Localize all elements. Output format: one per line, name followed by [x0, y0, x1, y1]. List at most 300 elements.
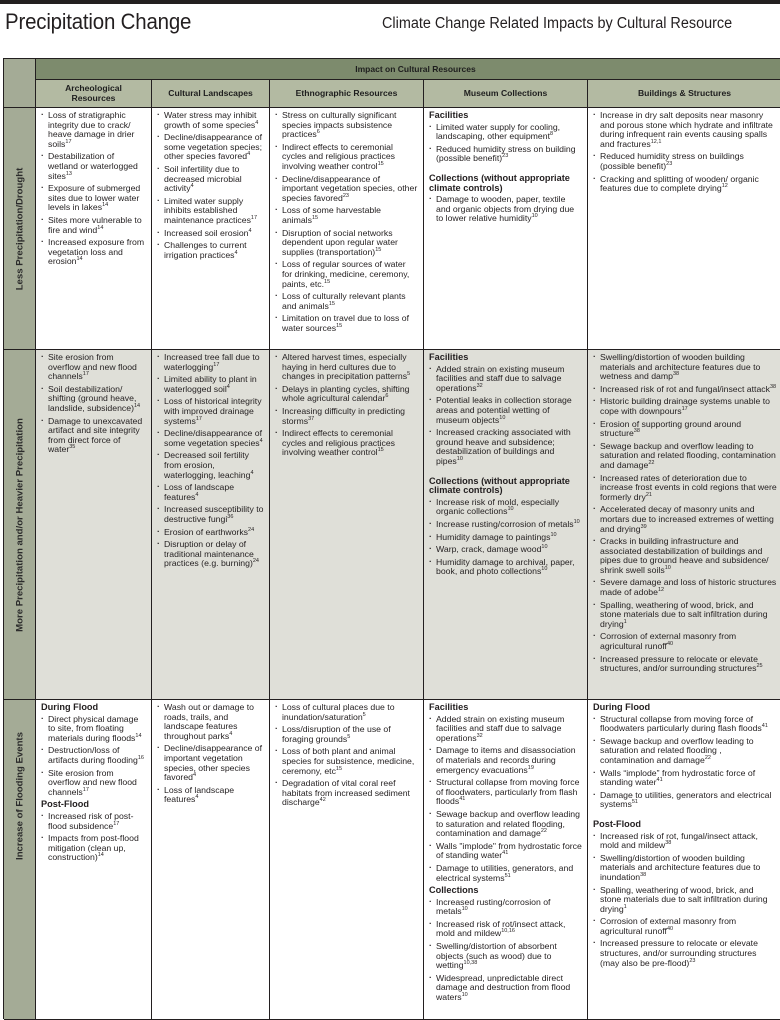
citation-ref: 10 [461, 906, 468, 913]
list-item-text: Reduced humidity stress on buildings (possible benefit) [600, 151, 744, 171]
list-item [429, 520, 582, 530]
section-heading-facilities: Facilities [429, 110, 469, 120]
list-item [157, 133, 264, 162]
citation-ref: 12,1 [650, 138, 662, 145]
list-item-text: Cracks in building infrastructure and associated destabilization of buildings and pipes due to ground heave and subsidence/ shrink swell soils [600, 536, 769, 575]
list-item [41, 385, 146, 414]
cell-drought-archeological [36, 108, 152, 350]
bullet-list [41, 812, 146, 863]
citation-ref: 4 [248, 227, 252, 234]
citation-ref: 17 [82, 786, 89, 793]
citation-ref: 6 [316, 129, 320, 136]
list-item [593, 715, 777, 734]
list-item-text: Loss of culturally relevant plants and animals [282, 291, 406, 311]
list-item-text: Erosion of earthworks [164, 526, 249, 537]
bullet-list [275, 703, 418, 808]
citation-ref: 15 [328, 300, 335, 307]
row-label-text: Increase of Flooding Events [14, 731, 25, 860]
list-item-text: Damage to unexcavated artifact and site integrity from direct force of water [48, 415, 143, 455]
bullet-list [429, 195, 582, 224]
citation-ref: 24 [252, 558, 259, 565]
citation-ref: 10 [531, 213, 538, 220]
list-item [41, 417, 146, 455]
list-item-text: Erosion of supporting ground around structure [600, 418, 742, 439]
list-item-text: Swelling/distortion of wooden building materials and architecture features due to wetness and damp [600, 352, 761, 382]
citation-ref: 4 [195, 794, 199, 801]
list-item-text: Increased risk of rot/insect attack, mold and mildew [436, 918, 566, 939]
list-item [593, 917, 777, 936]
section-heading-facilities: Facilities [429, 352, 469, 362]
bullet-list [429, 898, 582, 1003]
list-item [41, 184, 146, 213]
list-item [593, 769, 777, 788]
list-item [157, 451, 264, 480]
list-item-text: Historic building drainage systems unable to cope with downpours [600, 396, 770, 416]
list-item [593, 655, 777, 674]
list-item [275, 292, 418, 311]
list-item-text: Added strain on existing museum facilities and staff due to salvage operations [436, 713, 565, 743]
list-item-text: Limited ability to plant in waterlogged soil [164, 374, 257, 394]
group-header: Impact on Cultural Resources [36, 59, 780, 80]
list-item [157, 786, 264, 805]
list-item [41, 834, 146, 863]
citation-ref: 10 [456, 456, 463, 463]
column-header-archeological [36, 80, 152, 108]
list-item [41, 812, 146, 831]
citation-ref: 4 [190, 183, 194, 190]
column-header-label: Archeological Resources [65, 83, 122, 103]
section-heading-post-flood: Post-Flood [41, 799, 89, 810]
list-item-text: Corrosion of external masonry from agricultural runoff [600, 916, 737, 936]
citation-ref: 15 [377, 161, 384, 168]
list-item [593, 578, 777, 597]
list-item-text: Loss of landscape features [164, 482, 235, 502]
impacts-table [3, 58, 780, 1019]
list-item [429, 778, 582, 807]
list-item [41, 216, 146, 235]
list-item [41, 715, 146, 744]
list-item-text: Decline/disappearance of important vegetation species, other species favored [282, 173, 418, 203]
citation-ref: 17 [65, 138, 72, 145]
citation-ref: 17 [213, 361, 220, 368]
list-item [429, 746, 582, 775]
list-item-text: Increased soil erosion [164, 227, 249, 238]
corner-cell [4, 59, 36, 108]
citation-ref: 41 [459, 796, 466, 803]
citation-ref: 19 [527, 764, 534, 771]
citation-ref: 15 [324, 278, 331, 285]
citation-ref: 10 [541, 566, 548, 573]
list-item [275, 206, 418, 225]
list-item [157, 353, 264, 372]
citation-ref: 10 [461, 992, 468, 999]
list-item [429, 498, 582, 517]
citation-ref: 41 [761, 723, 768, 730]
list-item [429, 898, 582, 917]
list-item [41, 769, 146, 798]
list-item [275, 407, 418, 426]
citation-ref: 38 [633, 428, 640, 435]
list-item [275, 353, 418, 382]
list-item-text: Walls “implode” from hydrostatic force of standing water [600, 767, 756, 788]
citation-ref: 14 [97, 852, 104, 859]
citation-ref: 38 [640, 872, 647, 879]
list-item [429, 545, 582, 555]
list-item [593, 442, 777, 471]
list-item-text: Humidity damage to paintings [436, 531, 551, 542]
list-item [157, 483, 264, 502]
citation-ref: 10 [573, 519, 580, 526]
list-item [157, 429, 264, 448]
list-item [593, 385, 777, 395]
list-item [593, 854, 777, 883]
cell-more-buildings [588, 350, 780, 700]
row-label-text: Less Precipitation/Drought [14, 167, 25, 290]
citation-ref: 14 [76, 256, 83, 263]
list-item [157, 397, 264, 426]
list-item-text: Soil infertility due to decreased microbial activity [164, 163, 242, 194]
list-item-text: Walls "implode" from hydrostatic force of standing water [436, 840, 582, 861]
citation-ref: 40 [666, 641, 674, 648]
section-heading-facilities: Facilities [429, 702, 469, 712]
citation-ref: 4 [250, 469, 254, 476]
citation-ref: 10 [664, 564, 671, 571]
bullet-list [429, 715, 582, 884]
citation-ref: 51 [631, 799, 638, 806]
bullet-list [157, 703, 264, 805]
cell-flood-landscapes [152, 700, 270, 1020]
citation-ref: 12 [721, 183, 728, 190]
citation-ref: 1 [623, 903, 627, 910]
citation-ref: 4 [226, 383, 230, 390]
list-item-text: Damage to utilities, generators and electrical systems [600, 789, 772, 810]
list-item [593, 505, 777, 534]
list-item-text: Increasing difficulty in predicting storms [282, 405, 405, 426]
list-item-text: Loss/disruption of the use of foraging grounds [282, 724, 391, 744]
list-item [41, 111, 146, 149]
list-item-text: Decline/disappearance of some vegetation species [164, 428, 263, 448]
list-item-text: Direct physical damage to site, from floating materials during floods [48, 713, 139, 743]
column-header-museum: Museum Collections [424, 80, 588, 108]
list-item [275, 725, 418, 744]
citation-ref: 10 [507, 506, 514, 513]
citation-ref: 15 [336, 322, 343, 329]
page-subtitle: Climate Change Related Impacts by Cultural Resource [382, 15, 733, 32]
list-item [157, 375, 264, 394]
list-item-text: Increase in dry salt deposits near masonry and porous stone which hydrate and infiltrate during infrequent rain events causing spalls and fractures [600, 110, 773, 149]
section-heading-during-flood: During Flood [41, 702, 99, 712]
cell-drought-buildings [588, 108, 780, 350]
list-item-text: Increased risk of post-flood subsidence [48, 810, 134, 831]
column-header-ethnographic: Ethnographic Resources [270, 80, 424, 108]
list-item-text: Increased pressure to relocate or elevate structures, and/or surrounding structures [600, 653, 758, 674]
list-item [275, 260, 418, 289]
citation-ref: 41 [502, 850, 509, 857]
cell-more-archeological [36, 350, 152, 700]
citation-ref: 32 [476, 382, 483, 389]
list-item-text: Damage to wooden, paper, textile and organic objects from drying due to lower relative humidity [436, 194, 575, 224]
list-item-text: Swelling/distortion of wooden building materials and architecture features due to inundation [600, 852, 761, 882]
bullet-list [157, 353, 264, 569]
citation-ref: 4 [192, 772, 197, 779]
list-item-text: Loss of landscape features [164, 784, 235, 805]
section-heading-collections: Collections (without appropriate climate controls) [429, 172, 570, 193]
section-heading-post-flood: Post-Flood [593, 818, 641, 829]
list-item [157, 744, 264, 782]
list-item-text: Stress on culturally significant species impacts subsistence practices [282, 110, 397, 140]
citation-ref: 40 [666, 925, 674, 932]
list-item-text: Spalling, weathering of wood, brick, and stone materials due to salt infiltration during drying [600, 599, 768, 629]
list-item-text: Increased susceptibility to destructive fungi [164, 504, 264, 524]
list-item-text: Widespread, unpredictable direct damage and destruction from flood waters [436, 972, 571, 1003]
list-item-text: Site erosion from overflow and new flood channels [48, 767, 137, 797]
list-item [275, 143, 418, 172]
list-item-text: Delays in planting cycles, shifting whole agricultural calendar [282, 383, 410, 404]
list-item [593, 601, 777, 630]
bullet-list [41, 353, 146, 455]
list-item [275, 229, 418, 258]
list-item-text: Sewage backup and overflow leading to saturation and related flooding , contamination and damage [600, 735, 754, 765]
citation-ref: 17 [250, 215, 258, 222]
citation-ref: 14 [135, 732, 142, 739]
list-item-text: Loss of both plant and animal species for subsistence, medicine, ceremony, etc [282, 746, 415, 776]
list-item-text: Wash out or damage to roads, trails, and landscape features throughout parks [164, 702, 254, 741]
citation-ref: 10 [541, 544, 548, 551]
list-item-text: Destabilization of wetland or waterlogged sites [48, 151, 138, 181]
bullet-list [593, 353, 777, 674]
list-item [593, 175, 777, 194]
citation-ref: 4 [259, 437, 263, 444]
citation-ref: 1 [623, 618, 627, 625]
citation-ref: 8 [549, 131, 554, 138]
list-item [157, 540, 264, 569]
list-item-text: Severe damage and loss of historic structures made of adobe [600, 577, 777, 598]
list-item-text: Increased rates of deterioration due to increase frost events in cold regions that were formerly dry [600, 472, 777, 502]
list-item-text: Increase rusting/corrosion of metals [436, 518, 574, 529]
list-item-text: Disruption or delay of traditional maintenance practices (e.g. burning) [164, 539, 254, 569]
list-item [275, 385, 418, 404]
citation-ref: 51 [504, 872, 511, 879]
list-item [157, 528, 264, 538]
list-item-text: Increased risk of rot, fungal/insect attack, mold and mildew [600, 830, 758, 851]
bullet-list [41, 715, 146, 798]
list-item [429, 428, 582, 466]
citation-ref: 32 [476, 732, 483, 739]
list-item [429, 942, 582, 971]
list-item [275, 111, 418, 140]
list-item [429, 715, 582, 744]
list-item [593, 886, 777, 915]
list-item-text: Humidity damage to archival, paper, book, and photo collections [436, 556, 575, 577]
cell-drought-ethnographic [270, 108, 424, 350]
list-item [429, 842, 582, 861]
citation-ref: 17 [82, 371, 89, 378]
list-item [593, 111, 777, 149]
list-item-text: Structural collapse from moving force of floodwaters particularly during flash floods [600, 713, 762, 734]
list-item [157, 241, 264, 260]
cell-flood-museum [424, 700, 588, 1020]
list-item-text: Increased rusting/corrosion of metals [436, 896, 551, 917]
list-item [429, 974, 582, 1003]
citation-ref: 5 [347, 733, 351, 740]
list-item-text: Loss of regular sources of water for drinking, medicine, ceremony, paints, etc. [282, 259, 410, 289]
list-item [429, 396, 582, 425]
list-item-text: Decreased soil fertility from erosion, waterlogging, leaching [164, 450, 251, 480]
citation-ref: 41 [656, 777, 663, 784]
citation-ref: 10,38 [463, 960, 478, 967]
list-item [429, 810, 582, 839]
list-item-text: Decline/disappearance of some vegetation species; other species favored [164, 132, 263, 162]
bullet-list [275, 353, 418, 458]
list-item [593, 791, 777, 810]
row-label-text: More Precipitation and/or Heavier Precipitation [14, 417, 25, 632]
bullet-list [429, 123, 582, 164]
list-item [275, 314, 418, 333]
citation-ref: 23 [689, 957, 696, 964]
list-item [275, 703, 418, 722]
bullet-list [593, 111, 777, 194]
citation-ref: 23 [666, 161, 673, 168]
list-item [593, 939, 777, 968]
citation-ref: 16 [137, 755, 144, 762]
row-label-flooding [4, 700, 36, 1020]
cell-flood-buildings [588, 700, 780, 1020]
citation-ref: 15 [335, 765, 343, 772]
list-item [41, 152, 146, 181]
list-item-text: Altered harvest times, especially haying in herd cultures due to changes in precipitation patterns [282, 352, 408, 382]
list-item-text: Impacts from post-flood mitigation (clean up, construction) [48, 833, 139, 863]
list-item [593, 420, 777, 439]
citation-ref: 17 [113, 820, 120, 827]
citation-ref: 4 [195, 491, 199, 498]
page-title: Precipitation Change [5, 9, 192, 34]
citation-ref: 38 [672, 371, 680, 378]
list-item-text: Increased exposure from vegetation loss and erosion [48, 237, 145, 267]
row-label-more-precip [4, 350, 36, 700]
cell-flood-ethnographic [270, 700, 424, 1020]
citation-ref: 38 [769, 383, 777, 390]
citation-ref: 23 [342, 192, 349, 199]
citation-ref: 35 [69, 444, 76, 451]
citation-ref: 4 [229, 730, 233, 737]
list-item-text: Degradation of vital coral reef habitats from increased sediment discharge [282, 778, 410, 808]
list-item-text: Decline/disappearance of important vegetation species, other species favored [164, 743, 263, 783]
citation-ref: 17 [195, 415, 202, 422]
citation-ref: 36 [227, 514, 234, 521]
list-item [593, 537, 777, 575]
list-item [429, 920, 582, 939]
list-item-text: Reduced humidity stress on building (possible benefit) [436, 143, 576, 164]
list-item [157, 703, 264, 741]
list-item-text: Potential leaks in collection storage areas and potential wetting of museum objects [436, 395, 572, 425]
list-item-text: Limitation on travel due to loss of water sources [282, 313, 410, 333]
list-item [275, 429, 418, 458]
list-item-text: Indirect effects to ceremonial cycles and religious practices involving weather control [282, 141, 395, 171]
list-item [429, 123, 582, 142]
citation-ref: 14 [97, 224, 104, 231]
cell-more-ethnographic [270, 350, 424, 700]
list-item-text: Structural collapse from moving force of floodwaters, particularly from flash floods [436, 777, 580, 807]
bullet-list [41, 111, 146, 267]
list-item [275, 175, 418, 204]
citation-ref: 42 [319, 797, 326, 804]
citation-ref: 12 [657, 587, 665, 594]
citation-ref: 15 [311, 215, 319, 222]
citation-ref: 25 [756, 663, 763, 670]
list-item [593, 632, 777, 651]
list-item-text: Corrosion of external masonry from agricultural runoff [600, 631, 737, 652]
cell-more-museum [424, 350, 588, 700]
list-item-text: Soil destabilization/ shifting (ground heave, landslide, subsidence) [48, 383, 137, 413]
list-item [41, 353, 146, 382]
list-item-text: Disruption of social networks dependent upon regular water supplies (transportation) [282, 227, 398, 257]
citation-ref: 17 [681, 406, 688, 413]
list-item-text: Warp, crack, damage wood [436, 544, 542, 555]
list-item-text: Sites more vulnerable to fire and wind [48, 214, 142, 235]
bullet-list [157, 111, 264, 260]
bullet-list [275, 111, 418, 333]
bullet-list [429, 365, 582, 467]
list-item-text: Increased cracking associated with ground heave and subsidence; destabilization of buildings and pipes [436, 427, 571, 466]
citation-ref: 14 [133, 403, 141, 410]
list-item [275, 747, 418, 776]
bullet-list [593, 715, 777, 810]
citation-ref: 10 [550, 531, 557, 538]
citation-ref: 22 [704, 755, 711, 762]
citation-ref: 4 [255, 119, 259, 126]
citation-ref: 15 [375, 246, 382, 253]
bullet-list [593, 832, 777, 969]
citation-ref: 15 [377, 447, 384, 454]
citation-ref: 24 [248, 526, 255, 533]
list-item-text: Destruction/loss of artifacts during flooding [48, 745, 138, 765]
list-item-text: Increased pressure to relocate or elevate structures, and/or surrounding structures (may also be pre-flood) [600, 938, 758, 968]
list-item [593, 832, 777, 851]
list-item-text: Limited water supply for cooling, landscaping, other equipment [436, 121, 561, 142]
list-item [41, 746, 146, 765]
list-item-text: Increased risk of rot and fungal/insect attack [600, 383, 770, 394]
citation-ref: 13 [65, 170, 72, 177]
list-item-text: Site erosion from overflow and new flood channels [48, 352, 137, 382]
list-item [157, 505, 264, 524]
list-item-text: Increase risk of mold, especially organic collections [436, 496, 560, 517]
cell-flood-archeological [36, 700, 152, 1020]
list-item-text: Loss of stratigraphic integrity due to crack/ heave damage in drier soils [48, 110, 135, 149]
citation-ref: 39 [640, 523, 647, 530]
citation-ref: 23 [502, 153, 509, 160]
citation-ref: 10 [499, 414, 506, 421]
citation-ref: 21 [645, 491, 652, 498]
list-item-text: Spalling, weathering of wood, brick, and stone materials due to salt infiltration during drying [600, 884, 768, 914]
citation-ref: 5 [407, 371, 411, 378]
list-item [429, 365, 582, 394]
list-item [429, 145, 582, 164]
list-item [429, 864, 582, 883]
list-item [593, 397, 777, 416]
section-heading-collections: Collections (without appropriate climate controls) [429, 475, 570, 496]
citation-ref: 6 [385, 393, 389, 400]
list-item-text: Limited water supply inhibits established maintenance practices [164, 195, 251, 225]
list-item [157, 111, 264, 130]
list-item-text: Loss of cultural places due to inundation/saturation [282, 702, 395, 722]
list-item [429, 533, 582, 543]
list-item [593, 353, 777, 382]
list-item-text: Cracking and splitting of wooden/ organic features due to complete drying [600, 173, 759, 194]
list-item-text: Swelling/distortion of absorbent objects (such as wood) due to wetting [436, 941, 557, 971]
cell-more-landscapes [152, 350, 270, 700]
list-item [275, 779, 418, 808]
citation-ref: 10,16 [501, 928, 515, 935]
